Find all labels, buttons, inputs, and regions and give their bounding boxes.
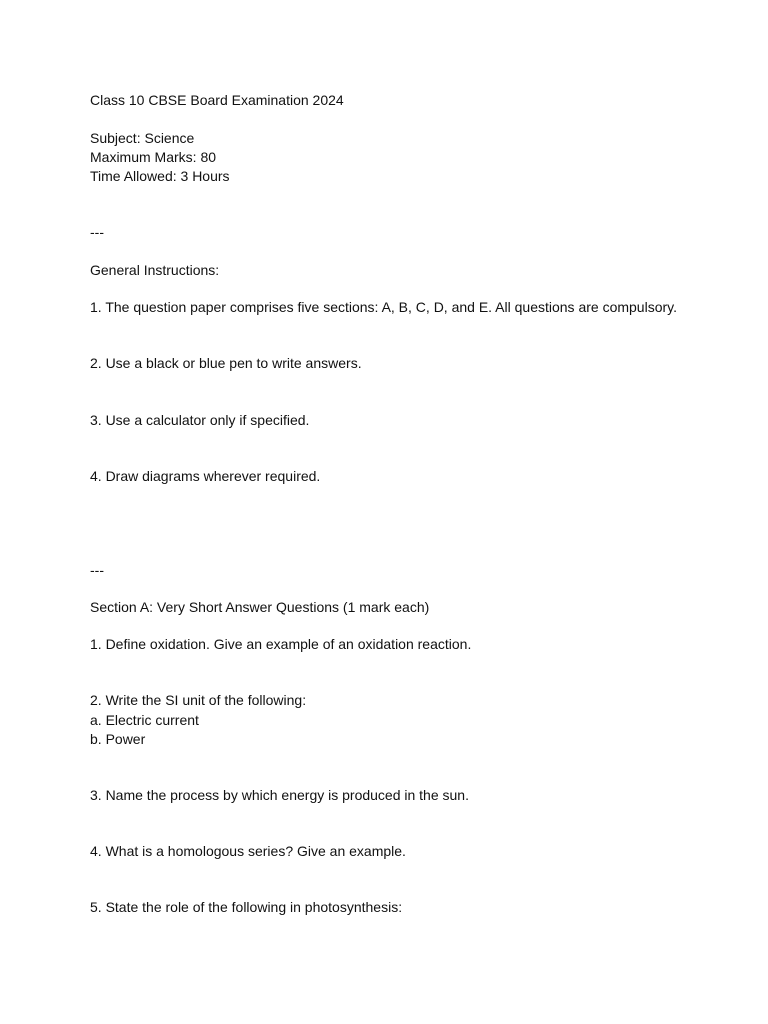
question-4: 4. What is a homologous series? Give an example. (90, 843, 406, 859)
question-2: 2. Write the SI unit of the following: (90, 692, 307, 708)
question-2-option-a: a. Electric current (90, 712, 199, 728)
question-3: 3. Name the process by which energy is produced in the sun. (90, 787, 469, 803)
instruction-item: 4. Draw diagrams wherever required. (90, 468, 321, 484)
separator: --- (90, 562, 104, 578)
instruction-item: 2. Use a black or blue pen to write answers. (90, 355, 362, 371)
question-2-option-b: b. Power (90, 731, 146, 747)
instruction-item: 3. Use a calculator only if specified. (90, 412, 310, 428)
subject-line: Subject: Science (90, 130, 195, 146)
question-5: 5. State the role of the following in photosynthesis: (90, 899, 403, 915)
section-a-heading: Section A: Very Short Answer Questions (1 mark each) (90, 599, 430, 615)
max-marks-line: Maximum Marks: 80 (90, 149, 217, 165)
instructions-heading: General Instructions: (90, 262, 220, 278)
exam-title: Class 10 CBSE Board Examination 2024 (90, 92, 344, 108)
instruction-item: 1. The question paper comprises five sections: A, B, C, D, and E. All questions are compulsory. (90, 299, 677, 315)
time-allowed-line: Time Allowed: 3 Hours (90, 168, 230, 184)
question-1: 1. Define oxidation. Give an example of an oxidation reaction. (90, 636, 472, 652)
separator: --- (90, 224, 104, 240)
